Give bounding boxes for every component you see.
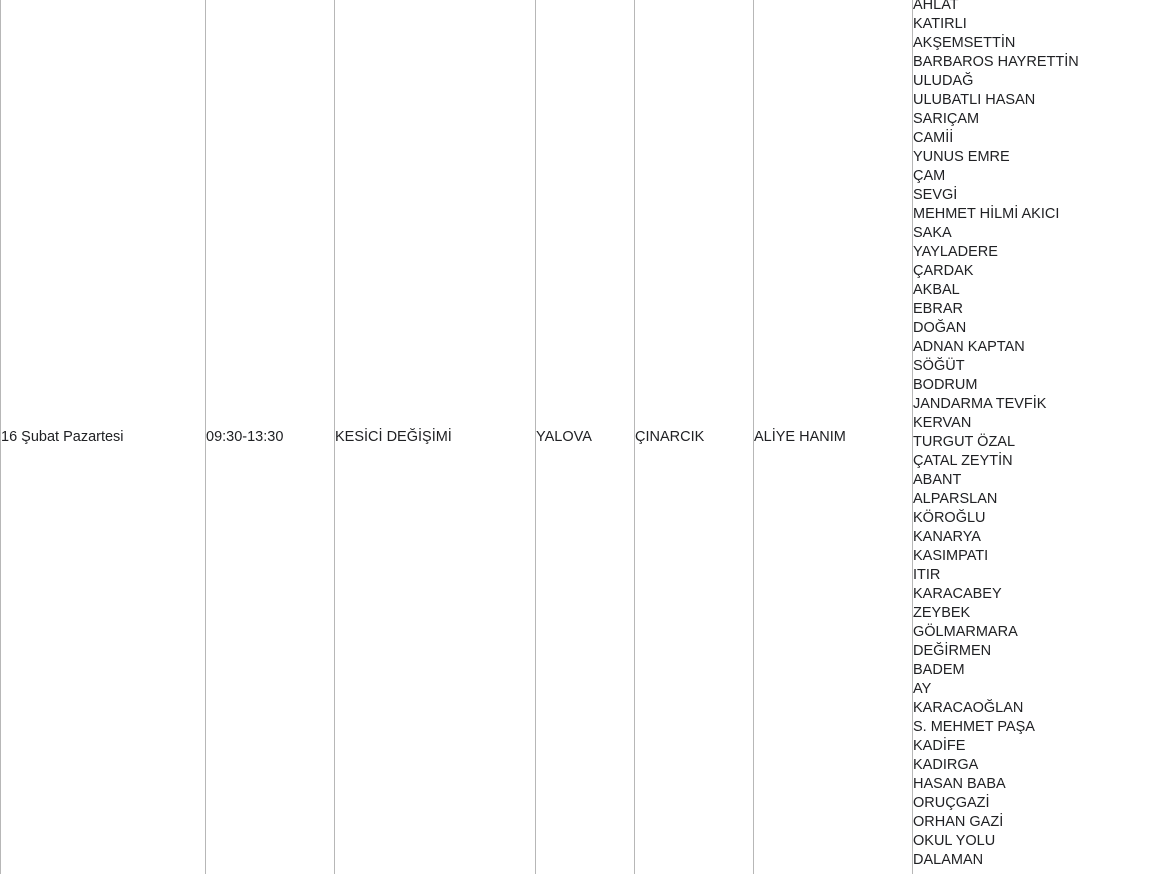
street-item: EBRAR	[913, 300, 1164, 319]
street-item: DOĞAN	[913, 319, 1164, 338]
outage-date: 16 Şubat Pazartesi	[1, 428, 205, 447]
street-item: ÇARDAK	[913, 262, 1164, 281]
street-item: ADNAN KAPTAN	[913, 338, 1164, 357]
street-item: ORUÇGAZİ	[913, 794, 1164, 813]
street-item: SEVGİ	[913, 186, 1164, 205]
street-item: ALPARSLAN	[913, 490, 1164, 509]
street-item: DEĞİRMEN	[913, 642, 1164, 661]
outage-transformer: ALİYE HANIM	[754, 428, 912, 447]
street-item: SARIÇAM	[913, 110, 1164, 129]
table-row	[1, 0, 1164, 874]
cell-date	[1, 0, 206, 874]
street-item: BADEM	[913, 661, 1164, 680]
street-item: KATIRLI	[913, 15, 1164, 34]
street-item: YAYLADERE	[913, 243, 1164, 262]
street-item: AKŞEMSETTİN	[913, 34, 1164, 53]
street-item: ULUBATLI HASAN	[913, 91, 1164, 110]
street-item: OKUL YOLU	[913, 832, 1164, 851]
table-body	[1, 0, 1164, 874]
street-item: KARACAOĞLAN	[913, 699, 1164, 718]
outage-reason: KESİCİ DEĞİŞİMİ	[335, 428, 535, 447]
street-item: DALAMAN	[913, 851, 1164, 870]
cell-city	[536, 0, 635, 874]
street-item: AHLAT	[913, 0, 1164, 15]
street-item: S. MEHMET PAŞA	[913, 718, 1164, 737]
street-item: SAKA	[913, 224, 1164, 243]
street-item: ÇATAL ZEYTİN	[913, 452, 1164, 471]
street-item: YUNUS EMRE	[913, 148, 1164, 167]
street-item: ITIR	[913, 566, 1164, 585]
street-item: ÇAM	[913, 167, 1164, 186]
street-item: ORHAN GAZİ	[913, 813, 1164, 832]
street-item: JANDARMA TEVFİK	[913, 395, 1164, 414]
streets-wrapper	[913, 0, 1164, 870]
street-item: KADİFE	[913, 737, 1164, 756]
street-item: ABANT	[913, 471, 1164, 490]
street-item: GÖLMARMARA	[913, 623, 1164, 642]
street-item: AY	[913, 680, 1164, 699]
street-item: KARACABEY	[913, 585, 1164, 604]
outage-city: YALOVA	[536, 428, 634, 447]
street-item: CAMİİ	[913, 129, 1164, 148]
street-item: MEHMET HİLMİ AKICI	[913, 205, 1164, 224]
outage-time: 09:30-13:30	[206, 428, 334, 447]
cell-streets	[913, 0, 1164, 874]
street-item: HASAN BABA	[913, 775, 1164, 794]
street-item: BARBAROS HAYRETTİN	[913, 53, 1164, 72]
cell-time	[206, 0, 335, 874]
street-item: KASIMPATI	[913, 547, 1164, 566]
street-item: BODRUM	[913, 376, 1164, 395]
street-item: TURGUT ÖZAL	[913, 433, 1164, 452]
street-item: KANARYA	[913, 528, 1164, 547]
outage-district: ÇINARCIK	[635, 428, 753, 447]
street-item: AKBAL	[913, 281, 1164, 300]
cell-transformer	[754, 0, 913, 874]
street-item: ULUDAĞ	[913, 72, 1164, 91]
street-item: SÖĞÜT	[913, 357, 1164, 376]
street-item: KADIRGA	[913, 756, 1164, 775]
street-item: ZEYBEK	[913, 604, 1164, 623]
cell-district	[635, 0, 754, 874]
street-item: KERVAN	[913, 414, 1164, 433]
street-item: KÖROĞLU	[913, 509, 1164, 528]
cell-reason	[335, 0, 536, 874]
street-list	[913, 0, 1164, 870]
